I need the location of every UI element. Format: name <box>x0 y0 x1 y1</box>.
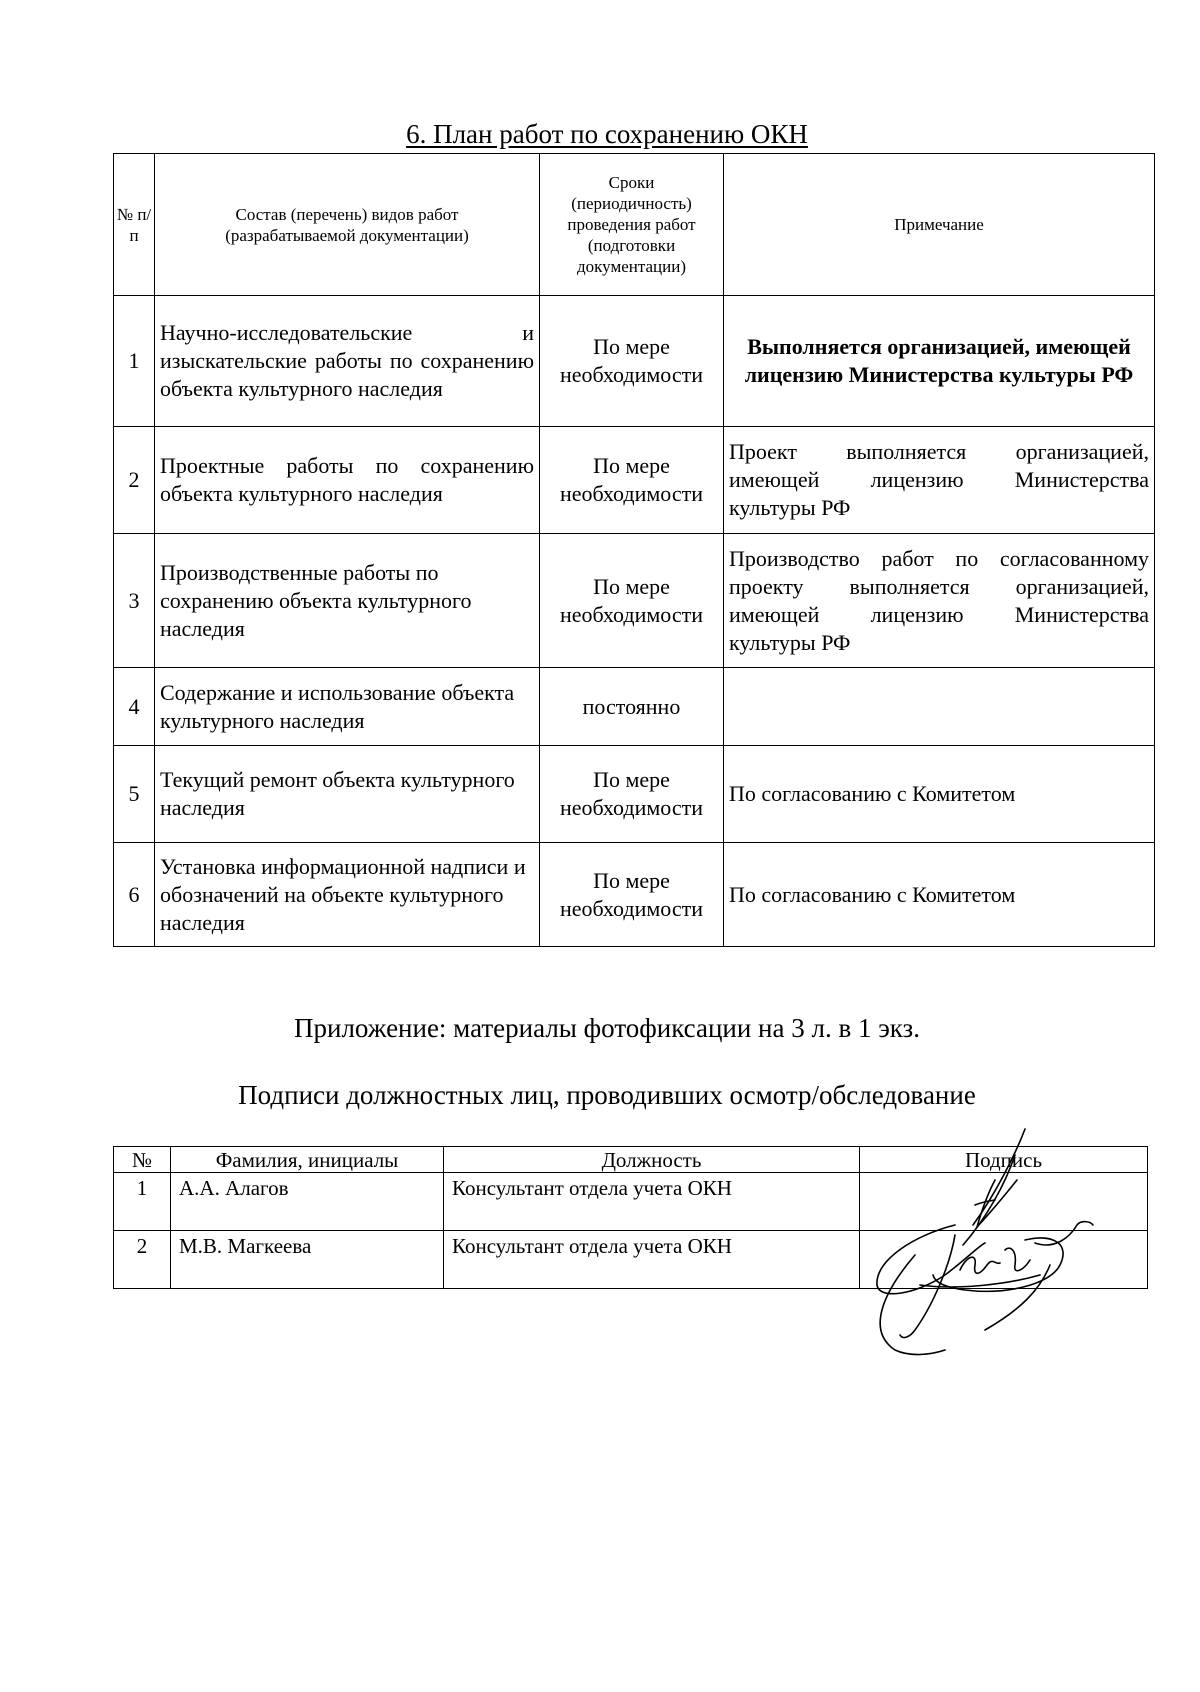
header-works: Состав (перечень) видов работ (разрабатываемой документации) <box>155 154 540 296</box>
row-terms: По мере необходимости <box>540 534 724 668</box>
handwritten-signature <box>855 1125 1105 1360</box>
signatures-title: Подписи должностных лиц, проводивших осмотр/обследование <box>238 1080 976 1110</box>
header-note: Примечание <box>724 154 1155 296</box>
row-terms: постоянно <box>540 668 724 746</box>
row-num: 2 <box>114 427 155 534</box>
table-row <box>114 843 1155 947</box>
table-row <box>114 427 1155 534</box>
row-num: 3 <box>114 534 155 668</box>
sign-header-num: № <box>114 1147 171 1173</box>
row-note: Проект выполняется организацией, имеющей лицензию Министерства культуры РФ <box>724 427 1155 534</box>
sign-header-name: Фамилия, инициалы <box>171 1147 444 1173</box>
row-note: Производство работ по согласованному проекту выполняется организацией, имеющей лицензию Министерства культуры РФ <box>724 534 1155 668</box>
sign-row-num: 2 <box>114 1231 171 1289</box>
sign-row-name: М.В. Магкеева <box>171 1231 444 1289</box>
row-num: 6 <box>114 843 155 947</box>
plan-title-text: 6. План работ по сохранению ОКН <box>406 119 808 149</box>
row-num: 5 <box>114 746 155 843</box>
work-plan-table <box>113 153 1155 947</box>
sign-row-name: А.А. Алагов <box>171 1173 444 1231</box>
table-row <box>114 746 1155 843</box>
sign-header-signature: Подпись <box>860 1147 1148 1173</box>
sign-header-position: Должность <box>444 1147 860 1173</box>
row-terms: По мере необходимости <box>540 427 724 534</box>
row-works: Производственные работы по сохранению объекта культурного наследия <box>155 534 540 668</box>
row-num: 4 <box>114 668 155 746</box>
row-works: Текущий ремонт объекта культурного наследия <box>155 746 540 843</box>
plan-title <box>0 118 1200 150</box>
row-terms: По мере необходимости <box>540 843 724 947</box>
header-terms: Сроки (периодичность) проведения работ (подготовки документации) <box>540 154 724 296</box>
row-note: Выполняется организацией, имеющей лицензию Министерства культуры РФ <box>724 296 1155 427</box>
table-row <box>114 668 1155 746</box>
plan-header-row <box>114 154 1155 296</box>
table-row <box>114 296 1155 427</box>
row-num: 1 <box>114 296 155 427</box>
sign-row-num: 1 <box>114 1173 171 1231</box>
row-terms: По мере необходимости <box>540 296 724 427</box>
row-note <box>724 668 1155 746</box>
header-num: № п/п <box>114 154 155 296</box>
sign-row-position: Консультант отдела учета ОКН <box>444 1231 860 1289</box>
row-works: Содержание и использование объекта культурного наследия <box>155 668 540 746</box>
sign-row-position: Консультант отдела учета ОКН <box>444 1173 860 1231</box>
row-terms: По мере необходимости <box>540 746 724 843</box>
row-works: Научно-исследовательские и изыскательские работы по сохранению объекта культурного наследия <box>155 296 540 427</box>
row-works: Проектные работы по сохранению объекта культурного наследия <box>155 427 540 534</box>
row-note: По согласованию с Комитетом <box>724 843 1155 947</box>
appendix-note: Приложение: материалы фотофиксации на 3 л. в 1 экз. <box>294 1013 920 1043</box>
row-works: Установка информационной надписи и обозначений на объекте культурного наследия <box>155 843 540 947</box>
row-note: По согласованию с Комитетом <box>724 746 1155 843</box>
table-row <box>114 534 1155 668</box>
